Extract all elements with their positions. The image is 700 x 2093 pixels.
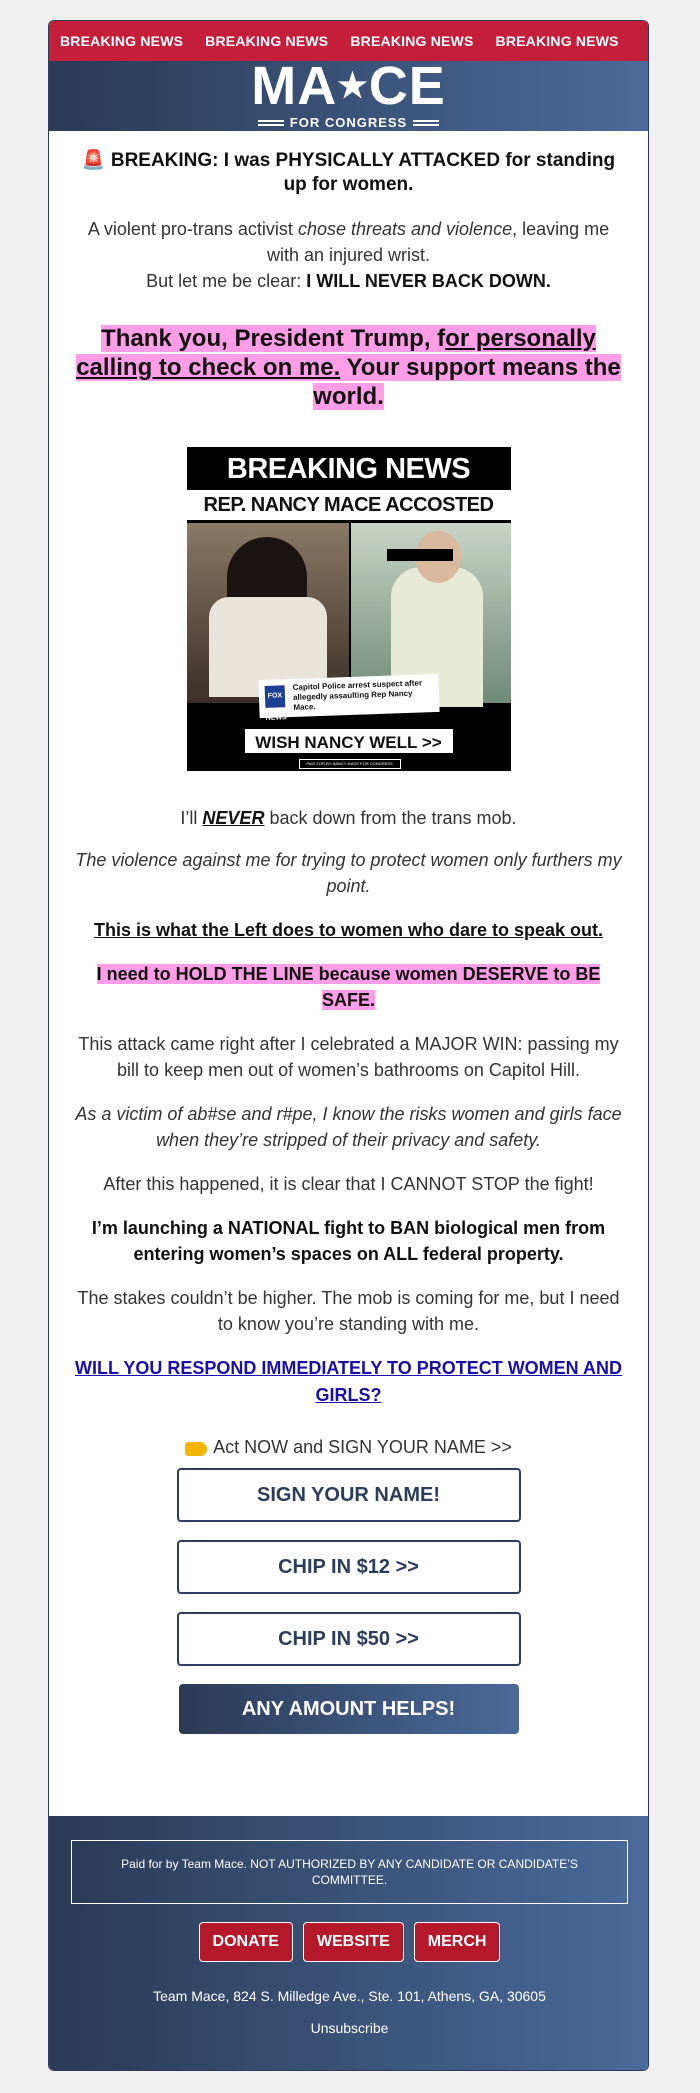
mailing-address: Team Mace, 824 S. Milledge Ave., Ste. 101, Athens, GA, 30605: [153, 1988, 546, 2004]
victim-paragraph: As a victim of ab#se and r#pe, I know the risks women and girls face when they’re stripped of their privacy and safety.: [75, 1104, 622, 1150]
paid-for-disclaimer: Paid for by Team Mace. NOT AUTHORIZED BY ANY CANDIDATE OR CANDIDATE’S COMMITTEE.: [71, 1840, 628, 1904]
logo-subtitle: FOR CONGRESS: [258, 115, 439, 130]
ticker-item: BREAKING NEWS: [60, 33, 184, 49]
sign-your-name-button[interactable]: SIGN YOUR NAME!: [177, 1468, 521, 1522]
wish-nancy-well-button[interactable]: WISH NANCY WELL >>: [243, 727, 455, 755]
chip-in-50-button[interactable]: CHIP IN $50 >>: [177, 1612, 521, 1666]
ad-disclaimer: PAID FOR BY NANCY MACE FOR CONGRESS: [299, 759, 401, 769]
footer: [49, 1816, 649, 2071]
chip-in-12-button[interactable]: CHIP IN $12 >>: [177, 1540, 521, 1594]
ticker-item: BREAKING NEWS: [495, 33, 619, 49]
act-now-line: Act NOW and SIGN YOUR NAME >>: [73, 1437, 624, 1458]
national-fight-paragraph: I’m launching a NATIONAL fight to BAN biological men from entering women’s spaces on ALL federal property.: [91, 1218, 606, 1264]
ticker-item: BREAKING NEWS: [205, 33, 329, 49]
never-back-down: I’ll NEVER back down from the trans mob.: [180, 808, 517, 828]
email-body: [49, 149, 648, 1734]
left-paragraph: This is what the Left does to women who dare to speak out.: [93, 920, 604, 940]
merch-button[interactable]: MERCH: [414, 1922, 501, 1962]
siren-icon: 🚨: [81, 150, 106, 171]
breaking-news-ticker: [49, 21, 648, 61]
footer-buttons: [49, 1922, 649, 1962]
ticker-item: BREAKING NEWS: [350, 33, 474, 49]
donate-button[interactable]: DONATE: [199, 1922, 293, 1962]
ad-subtitle: REP. NANCY MACE ACCOSTED: [187, 490, 511, 520]
intro-paragraph: A violent pro-trans activist chose threats and violence, leaving me with an injured wrist. But let me be clear: I WILL NEVER BACK DOWN.: [87, 219, 610, 291]
star-icon: ★: [337, 67, 369, 106]
ad-title: BREAKING NEWS: [226, 453, 471, 485]
headline: 🚨 BREAKING: I was PHYSICALLY ATTACKED for standing up for women.: [81, 150, 616, 195]
stop-paragraph: After this happened, it is clear that I CANNOT STOP the fight!: [103, 1174, 594, 1194]
pointing-hand-icon: [185, 1442, 207, 1456]
breaking-news-ad-image[interactable]: [187, 447, 511, 771]
respond-link-wrap: [73, 1355, 624, 1409]
hold-the-line: I need to HOLD THE LINE because women DESERVE to BE SAFE.: [96, 964, 601, 1010]
unsubscribe-link[interactable]: Unsubscribe: [310, 2020, 389, 2036]
website-button[interactable]: WEBSITE: [303, 1922, 404, 1962]
thanks-trump: Thank you, President Trump, for personally calling to check on me. Your support means the world.: [76, 325, 621, 410]
masthead: [49, 55, 648, 131]
any-amount-helps-button[interactable]: ANY AMOUNT HELPS!: [179, 1684, 519, 1734]
stakes-paragraph: The stakes couldn’t be higher. The mob is coming for me, but I need to know you’re standing with me.: [77, 1288, 620, 1334]
news-clipping: FOX NEWS Capitol Police arrest suspect after allegedly assaulting Rep Nancy Mace.: [258, 674, 439, 718]
violence-paragraph: The violence against me for trying to protect women only furthers my point.: [75, 850, 622, 896]
attack-paragraph: This attack came right after I celebrated a MAJOR WIN: passing my bill to keep men out of women’s bathrooms on Capitol Hill.: [78, 1034, 619, 1080]
fox-news-logo: FOX NEWS: [264, 685, 285, 708]
mace-logo: MA★CE: [251, 55, 446, 116]
respond-link[interactable]: WILL YOU RESPOND IMMEDIATELY TO PROTECT WOMEN AND GIRLS?: [74, 1358, 623, 1405]
censor-bar: [387, 549, 453, 561]
email-container: [48, 20, 649, 2071]
